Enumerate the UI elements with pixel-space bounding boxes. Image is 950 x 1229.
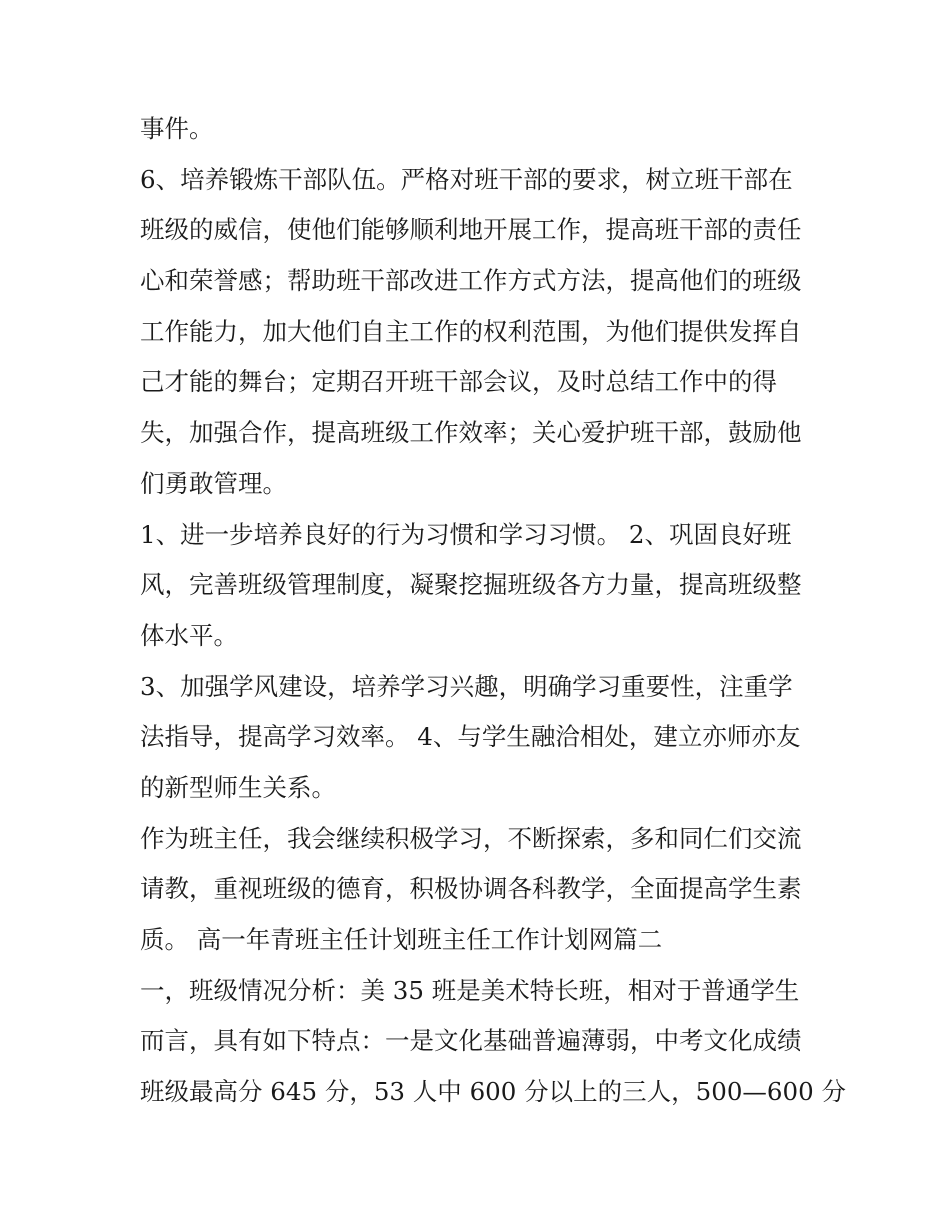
text-line: 工作能力，加大他们自主工作的权利范围，为他们提供发挥自 bbox=[140, 316, 802, 346]
document-body bbox=[140, 104, 846, 1118]
text-line: 班级的威信，使他们能够顺利地开展工作，提高班干部的责任 bbox=[140, 215, 802, 245]
text-line: 们勇敢管理。 bbox=[140, 468, 287, 498]
text-line: 3、加强学风建设，培养学习兴趣，明确学习重要性，注重学 bbox=[140, 671, 793, 701]
text-line: 事件。 bbox=[140, 114, 214, 143]
text-line: 己才能的舞台；定期召开班干部会议，及时总结工作中的得 bbox=[140, 367, 777, 397]
text-line: 班级最高分 645 分，53 人中 600 分以上的三人，500—600 分 bbox=[140, 1077, 846, 1107]
text-line: 失，加强合作，提高班级工作效率；关心爱护班干部，鼓励他 bbox=[140, 418, 802, 448]
text-line: 风，完善班级管理制度，凝聚挖掘班级各方力量，提高班级整 bbox=[140, 570, 802, 600]
text-line: 1、进一步培养良好的行为习惯和学习习惯。 2、巩固良好班 bbox=[140, 519, 792, 549]
text-line: 而言，具有如下特点：一是文化基础普遍薄弱，中考文化成绩 bbox=[140, 1026, 802, 1056]
text-line: 质。 高一年青班主任计划班主任工作计划网篇二 bbox=[140, 925, 663, 954]
text-line: 作为班主任，我会继续积极学习，不断探索，多和同仁们交流 bbox=[140, 823, 802, 853]
text-line: 法指导，提高学习效率。 4、与学生融洽相处，建立亦师亦友 bbox=[140, 722, 801, 752]
text-line: 6、培养锻炼干部队伍。严格对班干部的要求，树立班干部在 bbox=[140, 164, 793, 194]
text-line: 请教，重视班级的德育，积极协调各科教学，全面提高学生素 bbox=[140, 874, 802, 904]
text-line: 心和荣誉感；帮助班干部改进工作方式方法，提高他们的班级 bbox=[140, 266, 802, 296]
text-line: 体水平。 bbox=[140, 620, 238, 650]
text-line: 的新型师生关系。 bbox=[140, 772, 336, 802]
text-line: 一，班级情况分析：美 35 班是美术特长班，相对于普通学生 bbox=[140, 975, 800, 1005]
